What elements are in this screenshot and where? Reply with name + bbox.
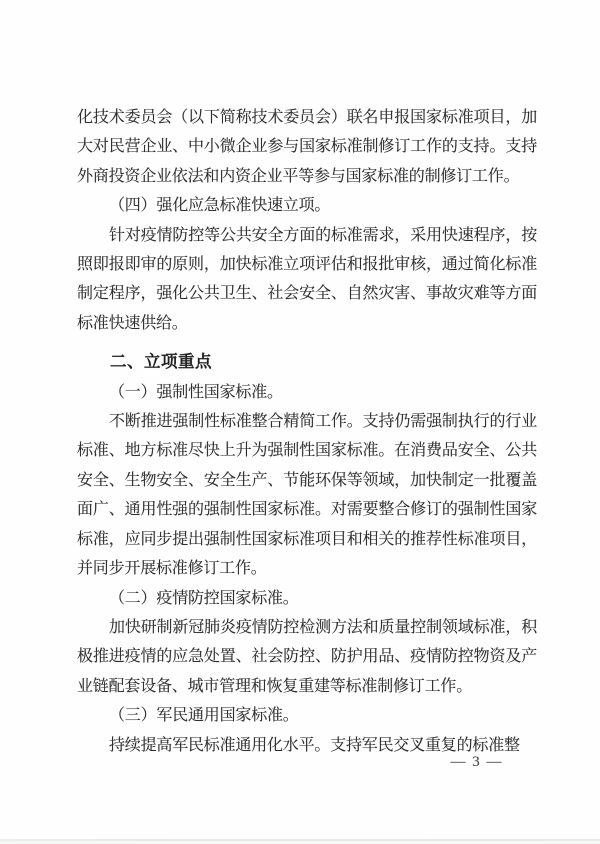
document-body bbox=[77, 103, 537, 760]
sub-heading-item-4: （四）强化应急标准快速立项。 bbox=[109, 197, 331, 215]
page-number: — 3 — bbox=[450, 754, 503, 770]
paragraph-emergency-standards: 针对疫情防控等公共安全方面的标准需求，采用快速程序，按照即报即审的原则，加快标准立项评估和报批审核，通过简化标准制定程序，强化公共卫生、社会安全、自然灾害、事故灾难等方面标准快速供给。 bbox=[77, 226, 537, 332]
paragraph-epidemic-standards: 加快研制新冠肺炎疫情防控检测方法和质量控制领域标准，积极推进疫情的应急处置、社会防控、防护用品、疫情防控物资及产业链配套设备、城市管理和恢复重建等标准制修订工作。 bbox=[77, 618, 537, 695]
scan-edge-artifact bbox=[0, 839, 600, 841]
sub-heading-item-2: （二）疫情防控国家标准。 bbox=[109, 589, 299, 607]
section-title-project-priorities: 二、立项重点 bbox=[110, 353, 212, 372]
paragraph-continuation: 化技术委员会（以下简称技术委员会）联名申报国家标准项目，加大对民营企业、中小微企业参与国家标准制修订工作的支持。支持外商投资企业依法和内资企业平等参与国家标准的制修订工作。 bbox=[77, 109, 537, 185]
sub-heading-item-3: （三）军民通用国家标准。 bbox=[109, 707, 299, 725]
paragraph-military-civilian-standards: 持续提高军民标准通用化水平。支持军民交叉重复的标准整 bbox=[109, 736, 520, 754]
paragraph-mandatory-standards: 不断推进强制性标准整合精简工作。支持仍需强制执行的行业标准、地方标准尽快上升为强制性国家标准。在消费品安全、公共安全、生物安全、安全生产、节能环保等领域，加快制定一批覆盖面广、通用性强的强制性国家标准。对需要整合修订的强制性国家标准，应同步提出强制性国家标准项目和相关的推荐性标准项目，并同步开展标准修订工作。 bbox=[77, 413, 537, 578]
sub-heading-item-1: （一）强制性国家标准。 bbox=[109, 383, 283, 401]
